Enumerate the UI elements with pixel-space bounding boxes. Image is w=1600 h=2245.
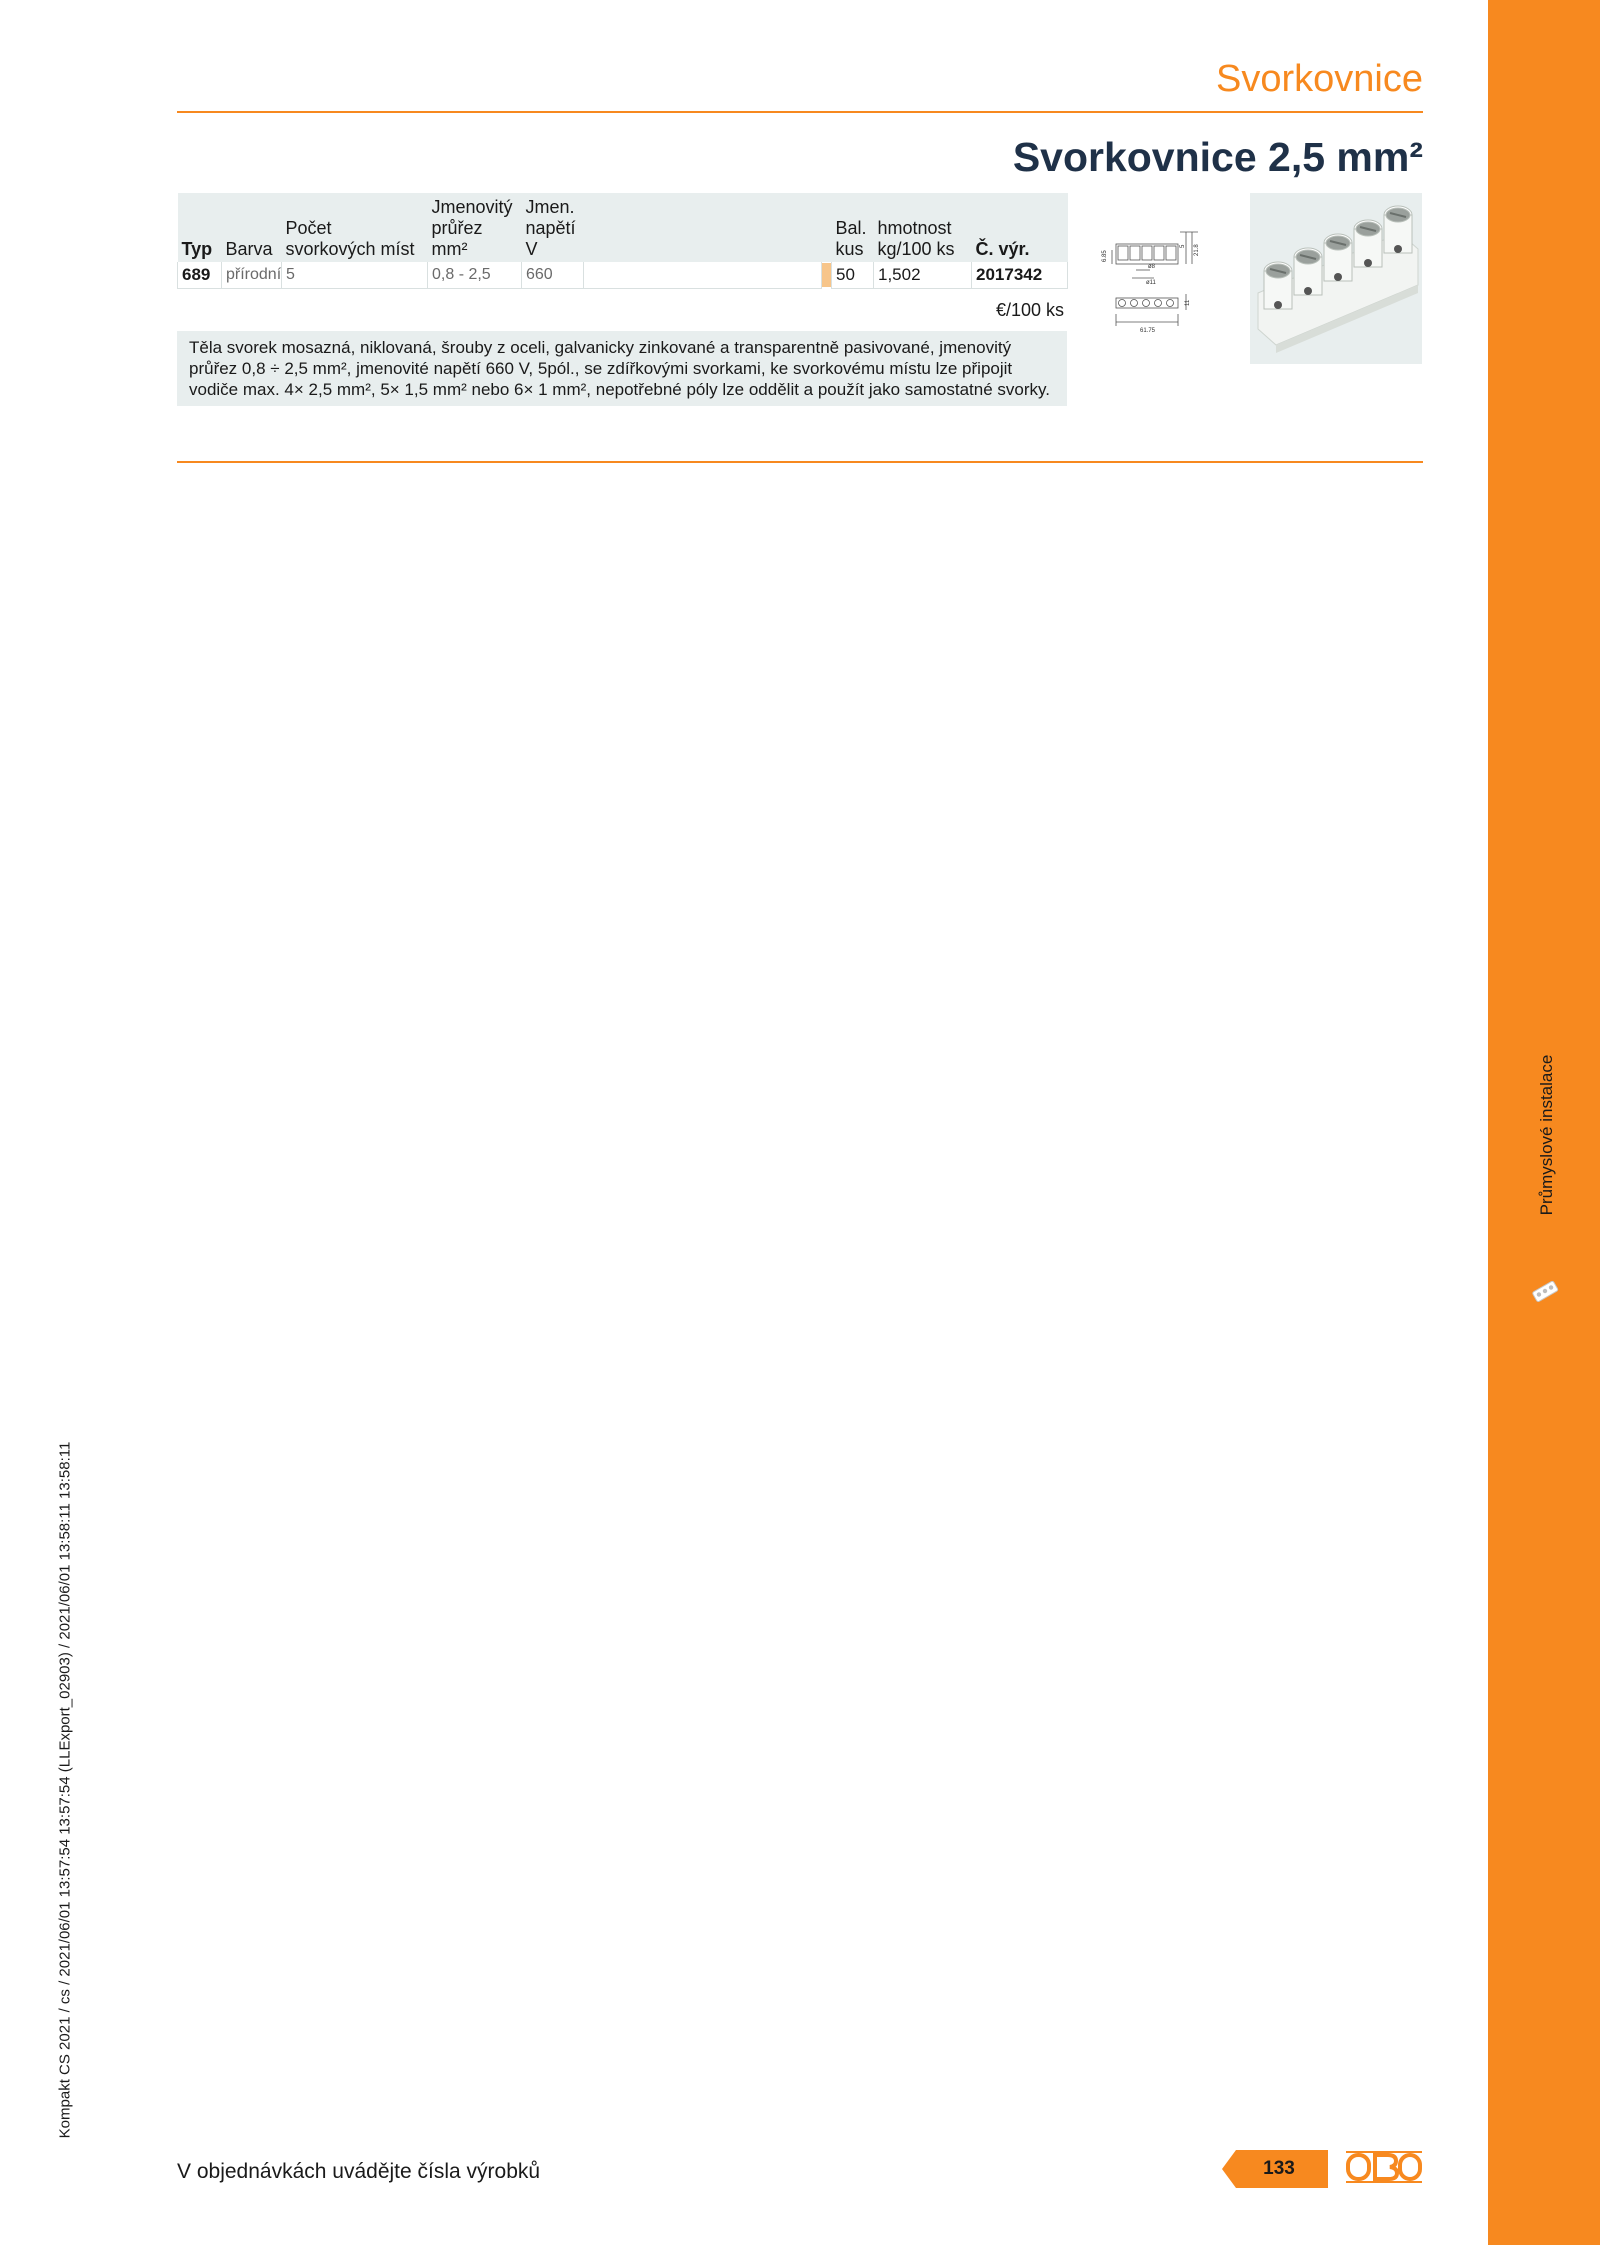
order-note: V objednávkách uvádějte čísla výrobků — [177, 2160, 541, 2183]
category-label: Průmyslové instalace — [1537, 1054, 1556, 1216]
col-header-cislo: Č. výr. — [972, 193, 1068, 262]
col-header-typ: Typ — [178, 193, 222, 262]
table-header-row — [178, 193, 1068, 262]
header-rule — [177, 111, 1423, 113]
content-end-rule — [177, 461, 1423, 463]
cell-pocet: 5 — [282, 262, 428, 289]
col-header-barva: Barva — [222, 193, 282, 262]
cell-typ: 689 — [178, 262, 222, 289]
cell-hmotnost: 1,502 — [874, 262, 972, 289]
col-header-marker — [822, 193, 832, 262]
col-header-bal: Bal. kus — [832, 193, 874, 262]
cell-barva: přírodní — [222, 262, 282, 289]
cell-blank — [584, 262, 822, 289]
product-title: Svorkovnice 2,5 mm² — [1012, 134, 1423, 180]
col-header-prurez: Jmenovitý průřez mm² — [428, 193, 522, 262]
dim-11: ø11 — [1146, 280, 1156, 286]
col-header-hmotnost: hmotnost kg/100 ks — [874, 193, 972, 262]
section-title: Svorkovnice — [1216, 58, 1423, 100]
price-marker — [822, 262, 832, 289]
dim-21-8: 21.8 — [1194, 244, 1200, 256]
product-description: Těla svorek mosazná, niklovaná, šrouby z oceli, galvanicky zinkované a transparentně pasivované, jmenovitý průřez 0,8 ÷ 2,5 mm², jmenovité napětí 660 V, 5pól., se zdířkovými svorkami, ke svorkovému místu lze připojit vodiče max. 4× 2,5 mm², 5× 1,5 mm² nebo 6× 1 mm², nepotřebné póly lze oddělit a použít jako samostatné svorky. — [177, 331, 1067, 406]
product-photo — [1250, 193, 1422, 364]
print-code: Kompakt CS 2021 / cs / 2021/06/01 13:57:54 13:57:54 (LLExport_02903) / 2021/06/01 13:58:11 13:58:11 — [56, 1441, 74, 2139]
price-unit: €/100 ks — [995, 300, 1064, 320]
dim-11b: 11 — [1185, 299, 1191, 306]
dim-6-85: 6.85 — [1102, 250, 1108, 262]
cell-cislo: 2017342 — [972, 262, 1068, 289]
dim-8: ø8 — [1148, 264, 1156, 270]
cell-napeti: 660 — [522, 262, 584, 289]
spec-table — [177, 193, 1068, 289]
dim-5: 5 — [1180, 244, 1186, 248]
cell-bal: 50 — [832, 262, 874, 289]
terminal-block-icon — [1529, 1275, 1561, 1307]
cell-prurez: 0,8 - 2,5 — [428, 262, 522, 289]
col-header-blank — [584, 193, 822, 262]
col-header-pocet: Počet svorkových míst — [282, 193, 428, 262]
table-row — [178, 262, 1068, 289]
col-header-napeti: Jmen. napětí V — [522, 193, 584, 262]
dim-61-75: 61.75 — [1140, 328, 1156, 334]
obo-logo — [1346, 2150, 1422, 2184]
technical-drawing — [1090, 222, 1220, 342]
page-number: 133 — [1263, 2158, 1295, 2179]
